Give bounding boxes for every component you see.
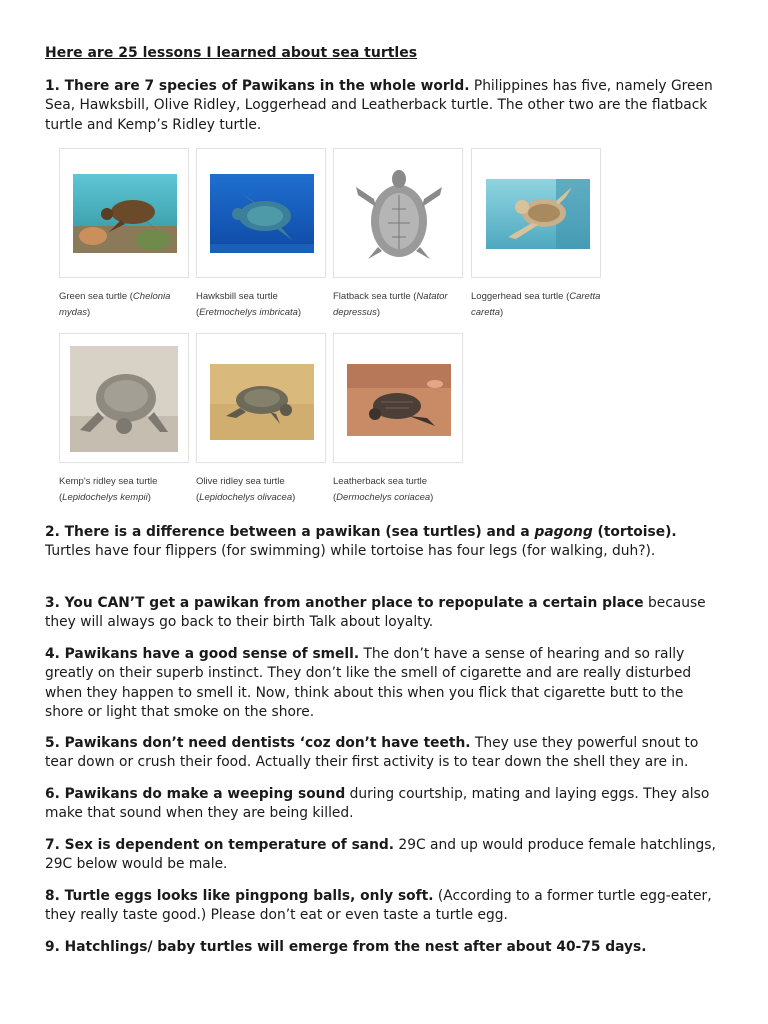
lesson-2 xyxy=(45,523,725,562)
lesson-6-title: 6. Pawikans do make a weeping sound xyxy=(45,786,346,802)
lesson-3 xyxy=(45,594,725,633)
lesson-3-title: 3. You CAN’T get a pawikan from another place to repopulate a certain place xyxy=(45,595,644,611)
lesson-5-body: They use they powerful snout to tear down or crush their food. Actually their first activity is to tear down the shell they are in. xyxy=(45,735,699,771)
olive-ridley-sea-turtle-photo xyxy=(196,333,326,463)
lesson-5 xyxy=(45,734,725,773)
green-sea-turtle-photo xyxy=(59,148,189,278)
lesson-7-title: 7. Sex is dependent on temperature of sand. xyxy=(45,837,395,853)
loggerhead-sea-turtle-photo xyxy=(471,148,601,278)
lesson-4 xyxy=(45,645,725,722)
caption-green-sea-turtle: Green sea turtle (Chelonia mydas) xyxy=(59,291,171,318)
caption-loggerhead-sea-turtle: Loggerhead sea turtle (Caretta caretta) xyxy=(471,291,601,318)
caption-hawksbill-sea-turtle: Hawksbill sea turtle (Eretmochelys imbricata) xyxy=(196,291,302,318)
kemps-ridley-sea-turtle-photo xyxy=(59,333,189,463)
lesson-9-title: 9. Hatchlings/ baby turtles will emerge from the nest after about 40-75 days. xyxy=(45,939,647,955)
lesson-9 xyxy=(45,938,725,957)
lesson-7 xyxy=(45,836,725,875)
caption-kemps-ridley-sea-turtle: Kemp's ridley sea turtle (Lepidochelys kempii) xyxy=(59,476,158,503)
lesson-8-title: 8. Turtle eggs looks like pingpong balls, only soft. xyxy=(45,888,434,904)
lesson-6-body: during courtship, mating and laying eggs. They also make that sound when they are being killed. xyxy=(45,786,710,822)
lesson-1-title: 1. There are 7 species of Pawikans in the whole world. xyxy=(45,78,470,94)
lesson-1 xyxy=(45,77,725,135)
page-heading: Here are 25 lessons I learned about sea turtles xyxy=(45,45,418,61)
lesson-3-body: because they will always go back to their birth Talk about loyalty. xyxy=(45,595,706,631)
lesson-8 xyxy=(45,887,725,926)
flatback-sea-turtle-illustration xyxy=(333,148,463,278)
lesson-2-title: 2. There is a difference between a pawikan (sea turtles) and a pagong (tortoise). xyxy=(45,524,677,540)
lesson-5-title: 5. Pawikans don’t need dentists ‘coz don’t have teeth. xyxy=(45,735,471,751)
hawksbill-sea-turtle-photo xyxy=(196,148,326,278)
caption-leatherback-sea-turtle: Leatherback sea turtle (Dermochelys coriacea) xyxy=(333,476,434,503)
caption-flatback-sea-turtle: Flatback sea turtle (Natator depressus) xyxy=(333,291,448,318)
lesson-1-body: Philippines has five, namely Green Sea, Hawksbill, Olive Ridley, Loggerhead and Leatherback turtle. The other two are the flatback turtle and Kemp’s Ridley turtle. xyxy=(45,78,713,133)
lesson-4-title: 4. Pawikans have a good sense of smell. xyxy=(45,646,360,662)
lesson-7-body: 29C and up would produce female hatchlings, 29C below would be male. xyxy=(45,837,716,873)
caption-olive-ridley-sea-turtle: Olive ridley sea turtle (Lepidochelys olivacea) xyxy=(196,476,296,503)
leatherback-sea-turtle-photo xyxy=(333,333,463,463)
lesson-2-body: Turtles have four flippers (for swimming) while tortoise has four legs (for walking, duh?). xyxy=(45,543,656,560)
lesson-4-body: The don’t have a sense of hearing and so rally greatly on their superb instinct. They don’t like the smell of cigarette and are really disturbed when they happen to smell it. Now, think about this when you flick that cigarette butt to the shore or light that smoke on the shore. xyxy=(45,646,692,720)
lesson-6 xyxy=(45,785,725,824)
lesson-8-body: (According to a former turtle egg-eater, they really taste good.) Please don’t eat or even taste a turtle egg. xyxy=(45,888,712,924)
